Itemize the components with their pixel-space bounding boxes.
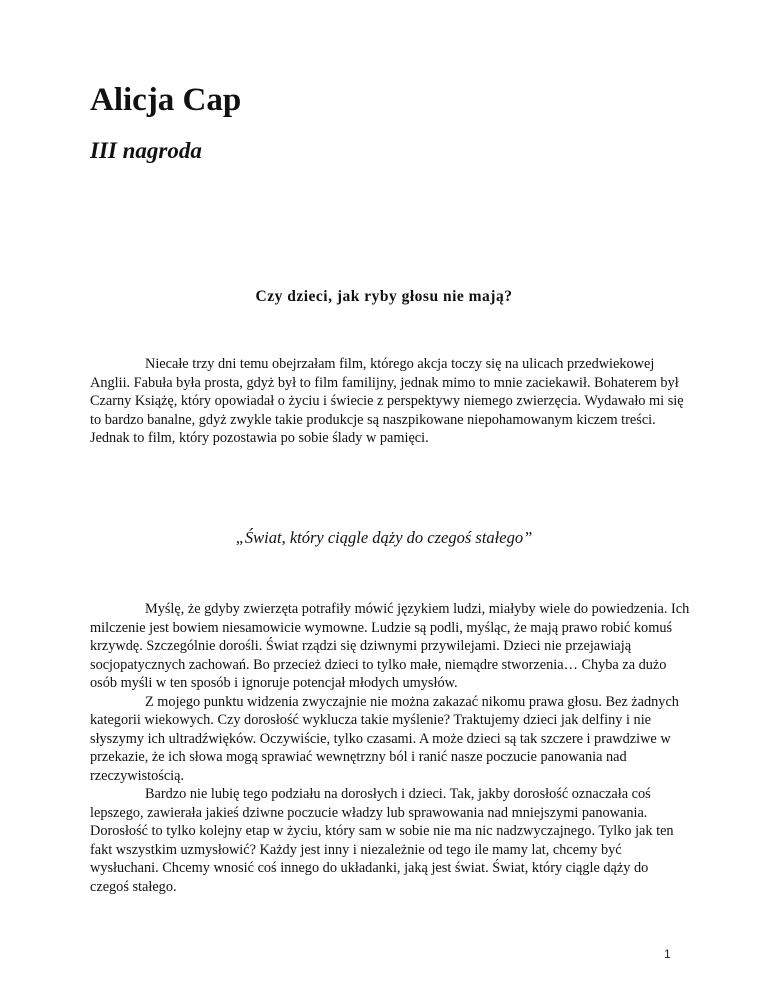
- award-label: III nagroda: [90, 138, 202, 163]
- paragraph-1: Myślę, że gdyby zwierzęta potrafiły mówić językiem ludzi, miałyby wiele do powiedzenia. Ich milczenie jest bowiem niesamowicie wymowne. Ludzie są podli, myśląc, że mają prawo robić komuś krzywdę. Szczególnie dorośli. Świat rządzi się dziwnymi przywilejami. Dzieci nie przejawiają socjopatycznych zachowań. Bo przecież dzieci to tylko małe, niemądre stworzenia… Chyba za dużo osób myśli w ten sposób i ignoruje potencjał młodych umysłów.: [90, 601, 690, 691]
- author-name: Alicja Cap: [90, 82, 242, 118]
- essay-title: Czy dzieci, jak ryby głosu nie mają?: [255, 288, 513, 305]
- page-number: 1: [664, 947, 671, 961]
- intro-section: [90, 355, 690, 448]
- main-section: [90, 600, 690, 896]
- intro-paragraph: Niecałe trzy dni temu obejrzałam film, którego akcja toczy się na ulicach przedwiekowej Anglii. Fabuła była prosta, gdyż był to film familijny, jednak mimo to mnie zaciekawił. Bohaterem był Czarny Książę, który opowiadał o życiu i świecie z perspektywy niemego zwierzęcia. Wydawało mi się to bardzo banalne, gdyż zwykle takie produkcje są naszpikowane niepohamowanym kiczem treści. Jednak to film, który pozostawia po sobie ślady w pamięci.: [90, 356, 684, 446]
- paragraph-2: Z mojego punktu widzenia zwyczajnie nie można zakazać nikomu prawa głosu. Bez żadnych kategorii wiekowych. Czy dorosłość wyklucza takie myślenie? Traktujemy dzieci jak delfiny i nie słyszymy ich ultradźwięków. Oczywiście, tylko czasami. A może dzieci są tak szczere i prawdziwe w przekazie, że ich słowa mogą sprawiać wewnętrzny ból i ranić nasze poczucie panowania nad rzeczywistością.: [90, 693, 679, 784]
- paragraph-3: Bardzo nie lubię tego podziału na dorosłych i dzieci. Tak, jakby dorosłość oznaczała coś lepszego, zawierała jakieś dziwne poczucie władzy lub sprawowania nad mniejszymi panowania. Dorosłość to tylko kolejny etap w życiu, który sam w sobie nie ma nic nadzwyczajnego. Tylko jak ten fakt wszystkim uzmysłowić? Każdy jest inny i niezależnie od tego ile mamy lat, chcemy być wysłuchani. Chcemy wnosić coś innego do układanki, jaką jest świat. Świat, który ciągle dąży do czegoś stałego.: [90, 786, 674, 895]
- motto-heading: „Świat, który ciągle dąży do czegoś stałego”: [235, 528, 533, 547]
